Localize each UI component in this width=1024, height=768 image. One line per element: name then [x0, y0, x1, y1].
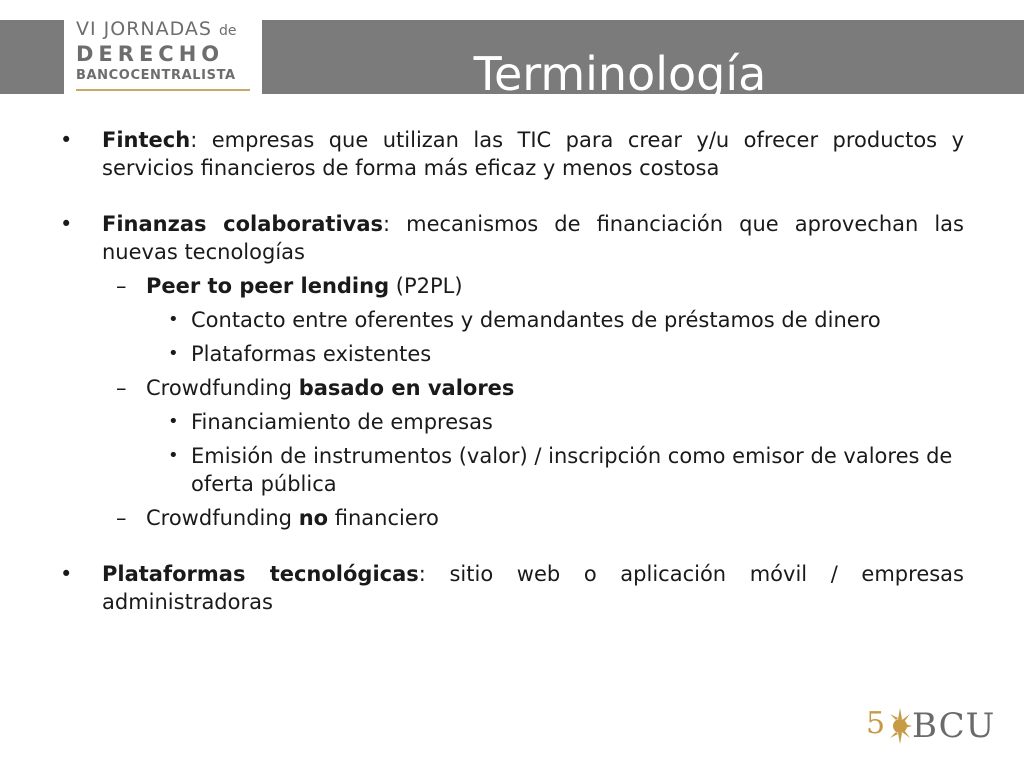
- term-basado-en-valores: basado en valores: [298, 376, 515, 400]
- event-logo: [64, 12, 262, 96]
- bullet-marker: •: [168, 411, 179, 432]
- bullet-marker: •: [60, 562, 73, 586]
- term-finanzas-colaborativas: Finanzas colaborativas: [102, 212, 384, 236]
- p2pl-item-text: Contacto entre oferentes y demandantes de préstamos de dinero: [191, 308, 881, 332]
- bullet-marker: •: [60, 128, 73, 152]
- valores-item-financiamiento: [60, 408, 964, 436]
- term-fintech: Fintech: [102, 128, 191, 152]
- bullet-fintech: [60, 126, 964, 182]
- p2pl-item-text: Plataformas existentes: [191, 342, 432, 366]
- term-plataformas-tecnologicas: Plataformas tecnológicas: [102, 562, 419, 586]
- p2pl-item-plataformas: [60, 340, 964, 368]
- crowdfunding-suffix: financiero: [328, 506, 439, 530]
- crowdfunding-prefix: Crowdfunding: [146, 506, 299, 530]
- sub-item-crowdfunding-valores: [60, 374, 964, 402]
- dash-marker: –: [116, 506, 127, 530]
- bullet-plataformas-tecnologicas: [60, 560, 964, 616]
- term-p2pl: Peer to peer lending: [146, 274, 390, 298]
- bcu-logo: [860, 700, 1010, 756]
- term-no: no: [298, 506, 329, 530]
- valores-item-text: Emisión de instrumentos (valor) / inscripción como emisor de valores de oferta pública: [191, 444, 953, 496]
- valores-item-emision: [60, 442, 964, 498]
- bullet-marker: •: [60, 212, 73, 236]
- logo-line-1: [76, 18, 237, 40]
- logo-rule: [76, 89, 250, 91]
- sub-item-crowdfunding-no-financiero: [60, 504, 964, 532]
- p2pl-item-contacto: [60, 306, 964, 334]
- definition-fintech: : empresas que utilizan las TIC para crear y/u ofrecer productos y servicios financieros de forma más eficaz y menos costosa: [102, 128, 964, 180]
- logo-line-1-main: VI JORNADAS: [76, 18, 212, 40]
- bcu-logo-text: BCU: [912, 706, 996, 746]
- slide-title: Terminología: [473, 47, 767, 101]
- valores-item-text: Financiamiento de empresas: [191, 410, 493, 434]
- definition-finanzas-colaborativas: : mecanismos de financiación que aprovechan las nuevas tecnologías: [102, 212, 964, 264]
- logo-line-2: DERECHO: [76, 42, 225, 66]
- crowdfunding-prefix: Crowdfunding: [146, 376, 299, 400]
- definition-plataformas-tecnologicas: : sitio web o aplicación móvil / empresas administradoras: [102, 562, 964, 614]
- bcu-anniversary-number: 5: [866, 706, 886, 741]
- bullet-marker: •: [168, 343, 179, 364]
- logo-line-3: BANCOCENTRALISTA: [76, 68, 236, 83]
- bullet-marker: •: [168, 445, 179, 466]
- slide-content: [60, 126, 964, 622]
- dash-marker: –: [116, 376, 127, 400]
- p2pl-abbrev: (P2PL): [389, 274, 463, 298]
- sub-item-p2pl: [60, 272, 964, 300]
- bullet-marker: •: [168, 309, 179, 330]
- bullet-finanzas-colaborativas: [60, 210, 964, 266]
- dash-marker: –: [116, 274, 127, 298]
- logo-line-1-de: de: [219, 23, 237, 39]
